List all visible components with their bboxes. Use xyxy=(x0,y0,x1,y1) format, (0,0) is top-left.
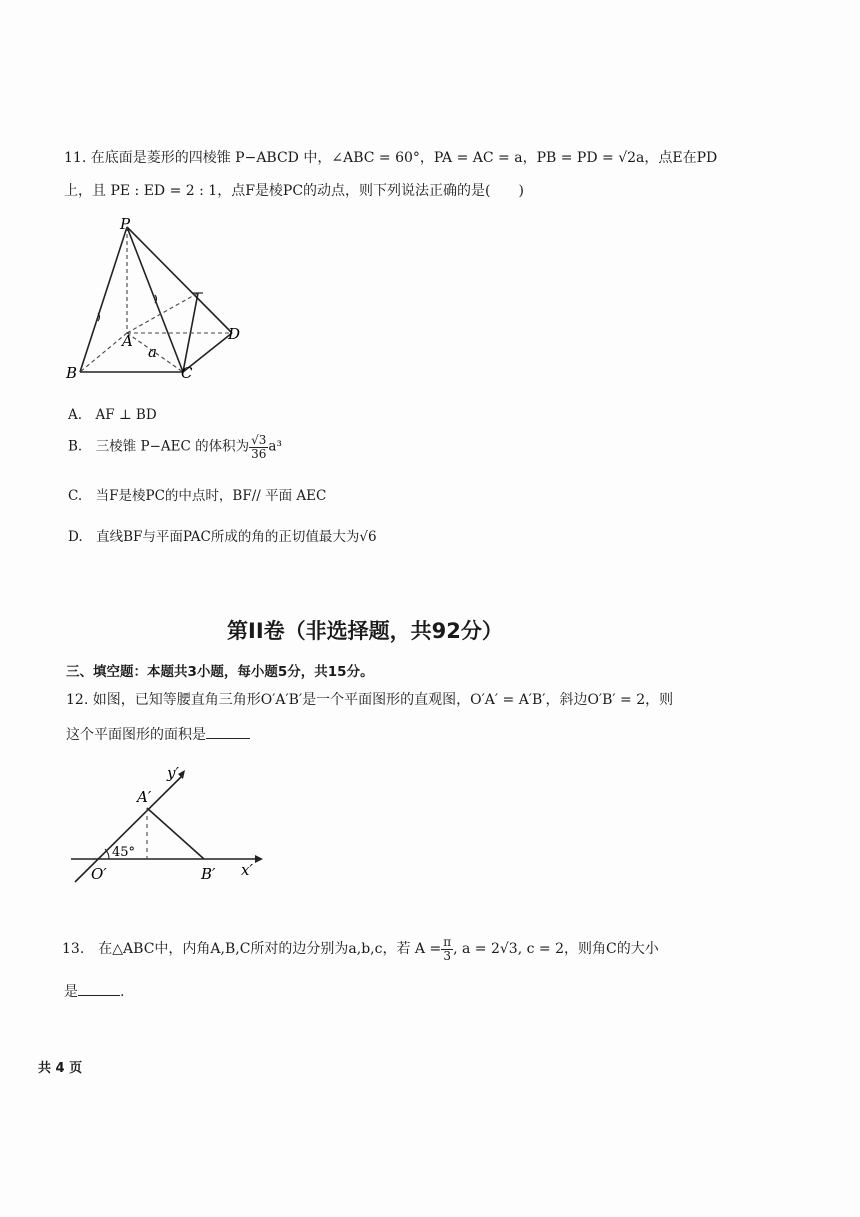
y-axis-arrow xyxy=(178,770,185,779)
label-B: B xyxy=(66,364,78,382)
q13-fraction-denominator: 3 xyxy=(443,948,451,963)
q11-option-b-fraction xyxy=(249,434,268,460)
label-B-prime: B′ xyxy=(201,865,216,883)
q11-option-b-numerator: √3 xyxy=(251,433,267,447)
x-axis-arrow xyxy=(255,855,263,863)
q13-suffix: , a = 2√3, c = 2，则角C的大小 xyxy=(453,941,659,958)
q11-option-b xyxy=(68,434,282,460)
q12-line2-text: 这个平面图形的面积是 xyxy=(66,727,206,743)
label-A-prime: A′ xyxy=(137,788,152,806)
label-O-prime: O′ xyxy=(91,865,107,883)
q13-fraction xyxy=(441,936,453,962)
q13-period: . xyxy=(120,984,125,1000)
label-C: C xyxy=(181,364,193,382)
label-x-prime: x′ xyxy=(241,861,253,879)
pyramid-figure xyxy=(60,215,260,390)
q11-line2: 上，且 PE : ED = 2 : 1，点F是棱PC的动点，则下列说法正确的是( ) xyxy=(64,183,524,199)
edge-PB xyxy=(80,227,127,372)
page-footer: 共 4 页 xyxy=(38,1061,83,1076)
q12-line2 xyxy=(66,724,250,744)
q11-option-a: A. AF ⊥ BD xyxy=(68,407,157,423)
q13-fraction-numerator: π xyxy=(443,935,452,949)
section-subhead: 三、填空题：本题共3小题，每小题5分，共15分。 xyxy=(66,664,374,680)
label-angle-45: 45° xyxy=(112,845,136,860)
label-A: A xyxy=(122,332,133,350)
q11-option-b-denominator: 36 xyxy=(251,446,267,461)
q11-option-d: D. 直线BF与平面PAC所成的角的正切值最大为√6 xyxy=(68,529,377,545)
q13-prefix: 13. 在△ABC中，内角A,B,C所对的边分别为a,b,c，若 A = xyxy=(62,941,442,958)
label-y-prime: y′ xyxy=(167,764,179,782)
label-P: P xyxy=(120,215,131,233)
section-title: 第II卷（非选择题，共92分） xyxy=(227,619,503,643)
q12-answer-blank xyxy=(206,726,250,739)
q11-option-c: C. 当F是棱PC的中点时，BF// 平面 AEC xyxy=(68,488,327,504)
q12-line1: 12. 如图，已知等腰直角三角形O′A′B′是一个平面图形的直观图，O′A′ = A′B′，斜边O′B′ = 2，则 xyxy=(66,692,674,708)
q13-line2 xyxy=(64,981,124,1001)
segment-AB xyxy=(147,808,204,859)
edge-AE xyxy=(127,293,198,333)
q11-option-b-prefix: B. 三棱锥 P−AEC 的体积为 xyxy=(68,438,250,455)
label-a: a xyxy=(148,343,157,361)
edge-PD xyxy=(127,227,232,333)
q13-answer-blank xyxy=(78,983,120,996)
q13-line2-text: 是 xyxy=(64,984,78,1000)
q11-option-b-suffix: a³ xyxy=(268,438,282,455)
oblique-figure xyxy=(65,758,280,888)
label-D: D xyxy=(228,325,241,343)
q11-line1: 11. 在底面是菱形的四棱锥 P−ABCD 中，∠ABC = 60°，PA = AC = a，PB = PD = √2a，点E在PD xyxy=(64,150,718,166)
q13-line1 xyxy=(62,936,659,962)
